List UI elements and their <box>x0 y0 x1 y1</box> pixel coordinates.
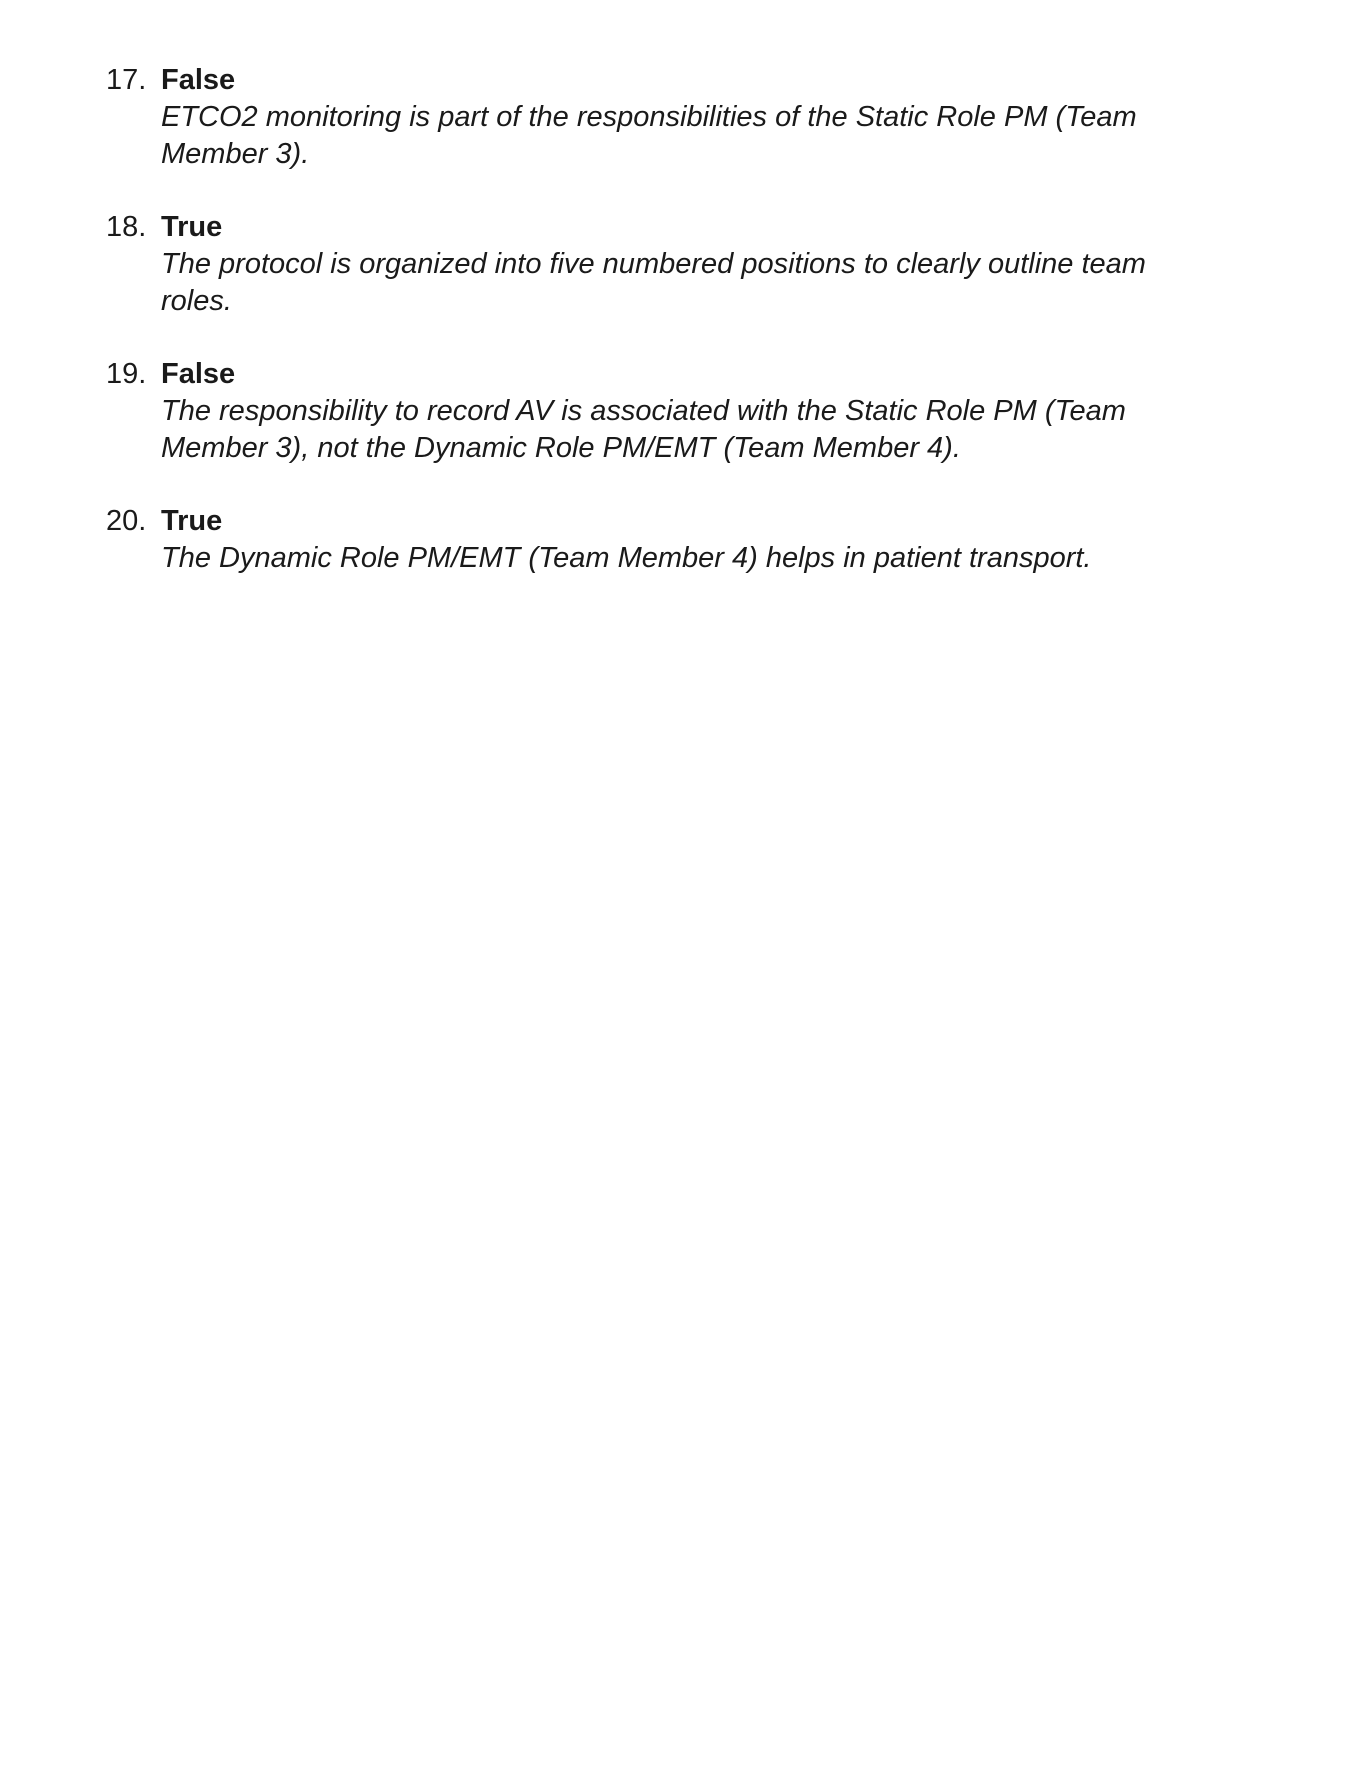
answer-verdict: True <box>161 211 223 243</box>
answer-verdict: True <box>161 505 223 537</box>
answer-explanation-line: ETCO2 monitoring is part of the responsibilities of the Static Role PM (Team <box>161 101 1137 133</box>
answer-item-18 <box>106 209 1286 320</box>
answer-item-17 <box>106 62 1286 173</box>
answer-number: 20. <box>106 505 147 537</box>
answer-explanation-line: Member 3). <box>161 138 310 170</box>
answer-number: 18. <box>106 211 147 243</box>
answer-content <box>161 356 1286 467</box>
answer-number: 17. <box>106 64 147 96</box>
answer-item-19 <box>106 356 1286 467</box>
answer-verdict: False <box>161 358 236 390</box>
answer-explanation-line: Member 3), not the Dynamic Role PM/EMT (Team Member 4). <box>161 432 961 464</box>
answer-item-20 <box>106 503 1286 577</box>
answer-explanation-line: The Dynamic Role PM/EMT (Team Member 4) helps in patient transport. <box>161 542 1092 574</box>
answer-explanation-line: The responsibility to record AV is associated with the Static Role PM (Team <box>161 395 1126 427</box>
answer-explanation-line: The protocol is organized into five numbered positions to clearly outline team <box>161 248 1146 280</box>
answer-explanation-line: roles. <box>161 285 232 317</box>
answer-verdict: False <box>161 64 236 96</box>
answer-number: 19. <box>106 358 147 390</box>
answer-content <box>161 209 1286 320</box>
answer-key-list <box>106 62 1286 613</box>
answer-content <box>161 503 1286 577</box>
answer-content <box>161 62 1286 173</box>
